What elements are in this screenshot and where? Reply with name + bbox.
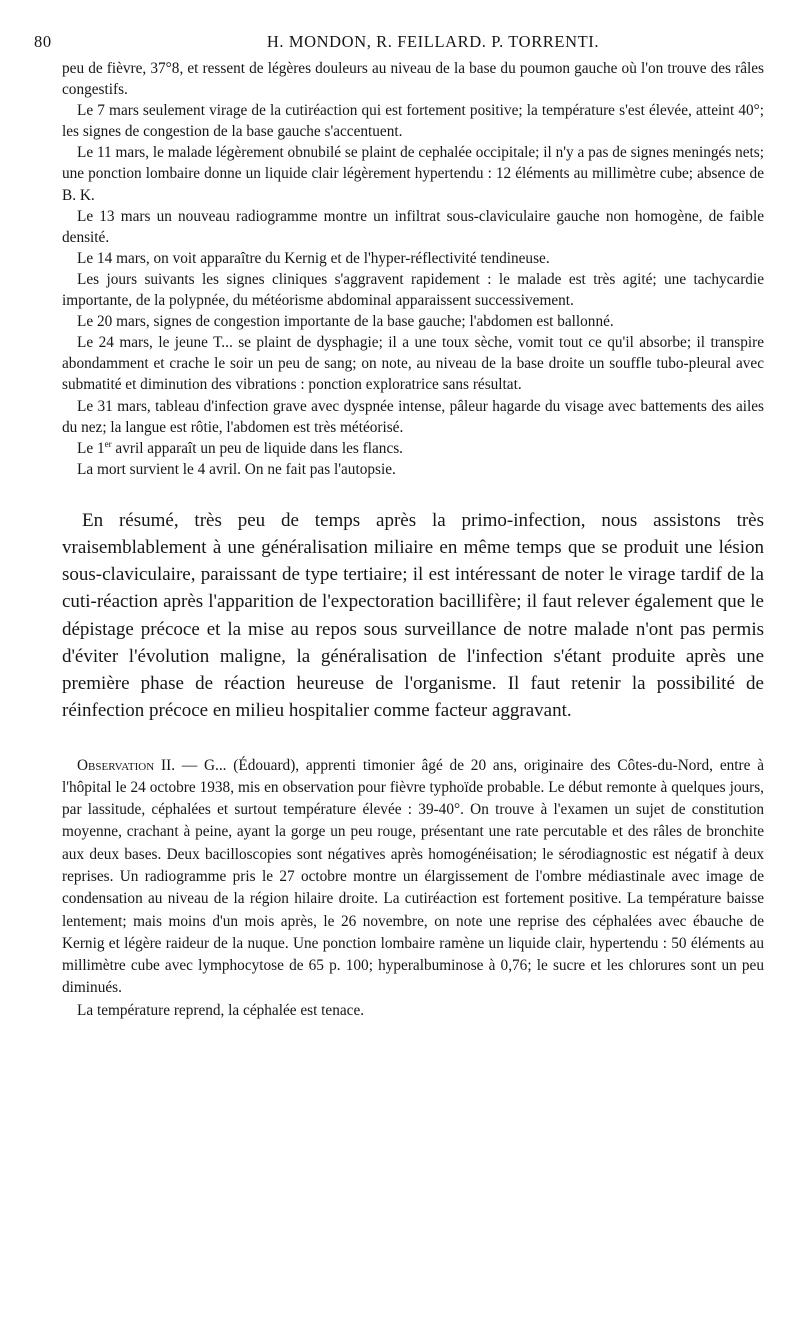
document-page (34, 32, 764, 1022)
running-header (34, 32, 764, 58)
observation-1-entry-following-days: Les jours suivants les signes cliniques s'aggravent rapidement : le malade est très agité; une tachycardie importante, de la polypnée, du météorisme abdominal apparaissent successivement. (62, 270, 764, 310)
observation-2-section (62, 755, 764, 1023)
running-title-authors: H. MONDON, R. FEILLARD. P. TORRENTI. (266, 32, 600, 51)
summary-section (62, 507, 764, 725)
observation-1-entry-death: La mort survient le 4 avril. On ne fait pas l'autopsie. (77, 460, 396, 478)
summary-paragraph: En résumé, très peu de temps après la primo-infection, nous assistons très vraisemblablement à une généralisation miliaire en même temps que se produit une lésion sous-claviculaire, paraissant de type tertiaire; il est intéressant de noter le virage tardif de la cuti-réaction après l'apparition de l'expectoration bacillifère; il faut relever également que le dépistage précoce et la mise au repos sous surveillance de notre malade n'ont pas permis d'éviter l'évolution maligne, la généralisation de l'infection s'étant produite après une première phase de réaction heureuse de l'organisme. Il faut retenir la possibilité de réinfection précoce en milieu hospitalier comme facteur aggravant. (62, 509, 764, 722)
observation-2-closing: La température reprend, la céphalée est tenace. (77, 1001, 365, 1019)
observation-1-entry-apr-1 (62, 438, 764, 459)
observation-1-entry-mar-31: Le 31 mars, tableau d'infection grave avec dyspnée intense, pâleur hagarde du visage avec battements des ailes du nez; la langue est rôtie, l'abdomen est très météorisé. (62, 397, 764, 436)
observation-1-entry-mar-24: Le 24 mars, le jeune T... se plaint de dysphagie; il a une toux sèche, vomit tout ce qu'il absorbe; il transpire abondamment et crache le soir un peu de sang; on note, au niveau de la base droite un souffle tubo-pleural avec submatité et diminution des vibrations : ponction exploratrice sans résultat. (62, 334, 764, 394)
observation-1-entry-mar-14: Le 14 mars, on voit apparaître du Kernig et de l'hyper-réflectivité tendineuse. (77, 249, 550, 267)
observation-1-entry-mar-7: Le 7 mars seulement virage de la cutiréaction qui est fortement positive; la température s'est élevée, atteint 40°; les signes de congestion de la base gauche s'accentuent. (62, 102, 764, 141)
page-number: 80 (34, 32, 52, 51)
ordinal-superscript: er (104, 438, 112, 449)
observation-2-paragraph (62, 755, 764, 1000)
observation-1-continuation: peu de fièvre, 37°8, et ressent de légères douleurs au niveau de la base du poumon gauche où l'on trouve des râles congestifs. (62, 60, 764, 99)
observation-1-entry-mar-11: Le 11 mars, le malade légèrement obnubilé se plaint de cephalée occipitale; il n'y a pas de signes meningés nets; une ponction lombaire donne un liquide clair légèrement hypertendu : 12 éléments au millimètre cube; absence de B. K. (62, 144, 764, 204)
observation-1-section (62, 58, 764, 480)
observation-2-body: — G... (Édouard), apprenti timonier âgé de 20 ans, originaire des Côtes-du-Nord, entre à l'hôpital le 24 octobre 1938, mis en observation pour fièvre typhoïde probable. Le début remonte à quelques jours, par lassitude, céphalées et surtout température élevée : 39-40°. On trouve à l'examen un sujet de constitution moyenne, crachant à peine, ayant la gorge un peu rouge, présentant une rate percutable et des râles de bronchite aux deux bases. Deux bacilloscopies sont négatives après homogénéisation; le sérodiagnostic est négatif à deux reprises. Un radiogramme pris le 27 octobre montre un élargissement de l'ombre médiastinale avec image de condensation au niveau de la région hilaire droite. La cutiréaction est fortement positive. La température baisse lentement; mais moins d'un mois après, le 26 novembre, on note une reprise des céphalées avec ébauche de Kernig et légère raideur de la nuque. Une ponction lombaire ramène un liquide clair, hypertendu : 50 éléments au millimètre cube avec lymphocytose de 65 p. 100; hyperalbuminose à 0,76; le sucre et les chlorures sont un peu diminués. (62, 756, 764, 997)
apr-1-prefix: Le 1 (77, 439, 105, 457)
observation-2-heading: Observation II. (77, 756, 176, 774)
observation-1-entry-mar-20: Le 20 mars, signes de congestion importante de la base gauche; l'abdomen est ballonné. (77, 313, 614, 331)
apr-1-text: avril apparaît un peu de liquide dans les flancs. (111, 439, 404, 457)
observation-1-entry-mar-13: Le 13 mars un nouveau radiogramme montre un infiltrat sous-claviculaire gauche non homogène, de faible densité. (62, 207, 764, 246)
